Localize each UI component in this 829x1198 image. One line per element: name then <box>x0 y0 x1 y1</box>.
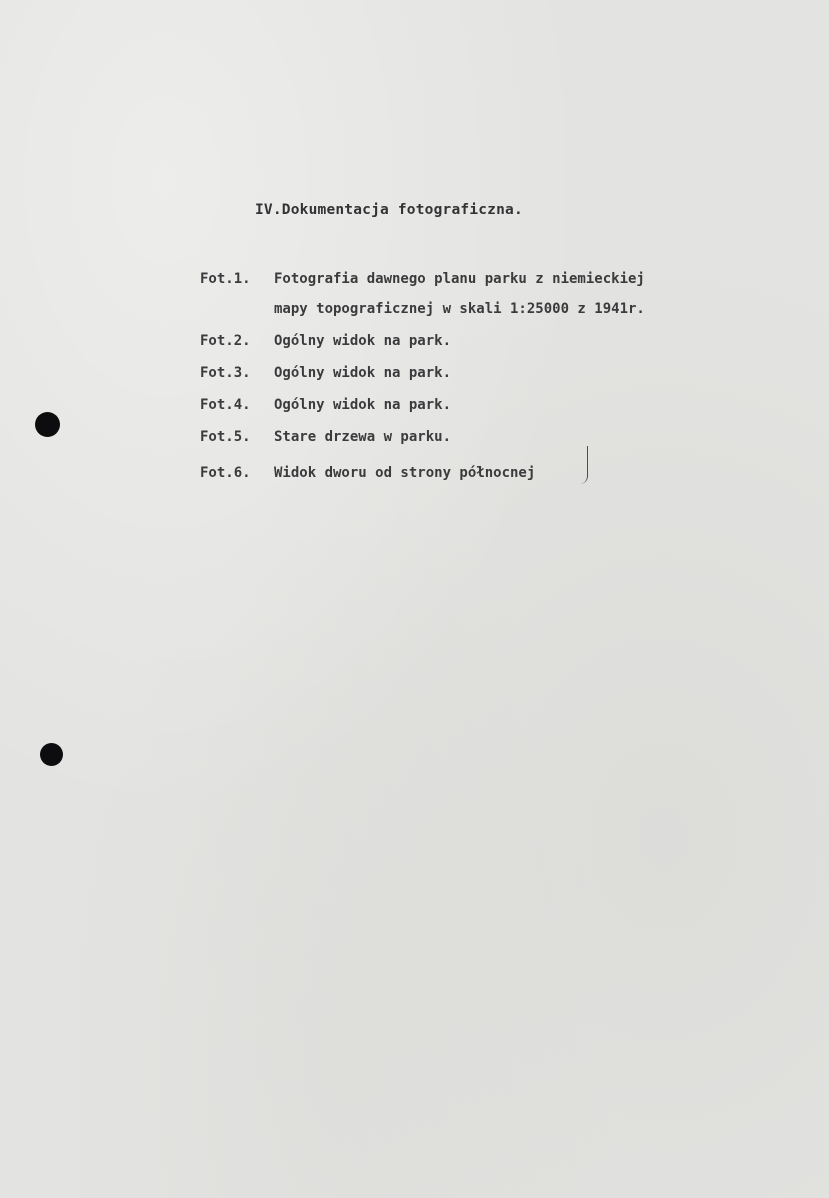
section-heading: IV.Dokumentacja fotograficzna. <box>255 202 523 218</box>
photo-caption: Fotografia dawnego planu parku z niemieckiej <box>274 271 645 287</box>
photo-caption: Ogólny widok na park. <box>274 365 452 381</box>
photo-label: Fot.2. <box>200 333 251 349</box>
photo-caption: Ogólny widok na park. <box>274 333 452 349</box>
photo-caption: Ogólny widok na park. <box>274 397 452 413</box>
photo-label: Fot.3. <box>200 365 251 381</box>
punch-hole-top <box>35 412 60 437</box>
photo-caption: Widok dworu od strony północnej <box>274 465 536 481</box>
photo-label: Fot.5. <box>200 429 251 445</box>
photo-entry-4 <box>200 389 760 421</box>
photo-entry-1 <box>200 263 760 325</box>
photo-label: Fot.4. <box>200 397 251 413</box>
photo-list <box>200 263 760 489</box>
photo-entry-2 <box>200 325 760 357</box>
photo-entry-6 <box>200 457 760 489</box>
punch-hole-bottom <box>40 743 63 766</box>
pencil-mark <box>578 446 588 484</box>
photo-label: Fot.1. <box>200 271 251 287</box>
photo-label: Fot.6. <box>200 465 251 481</box>
photo-caption: Stare drzewa w parku. <box>274 429 452 445</box>
photo-caption-continuation: mapy topograficznej w skali 1:25000 z 1941r. <box>274 301 645 317</box>
photo-entry-3 <box>200 357 760 389</box>
photo-entry-5 <box>200 421 760 453</box>
